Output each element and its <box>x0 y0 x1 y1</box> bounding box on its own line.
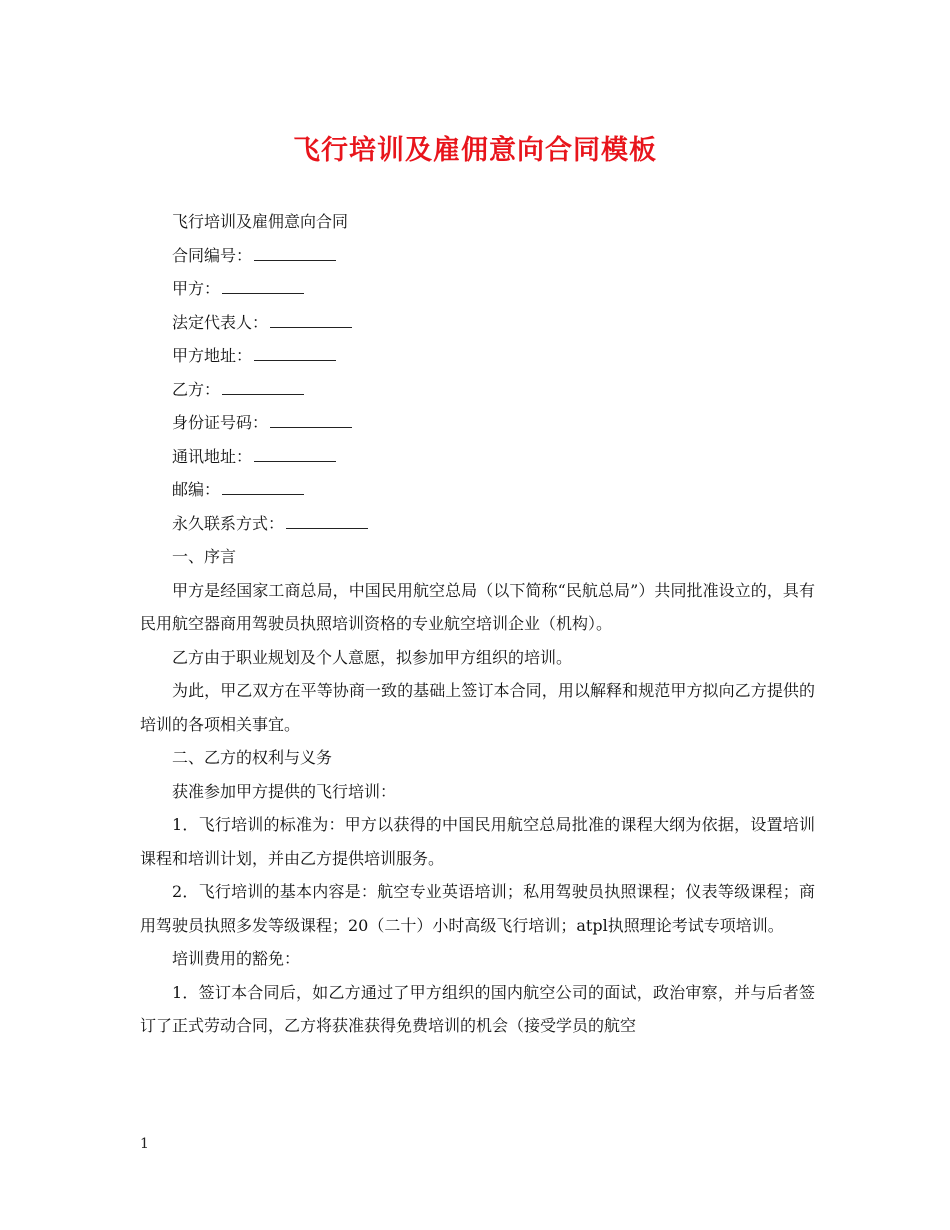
section-heading-rights: 二、乙方的权利与义务 <box>172 748 333 767</box>
field-postcode: 邮编： <box>140 473 815 507</box>
field-legal-representative: 法定代表人： <box>140 306 815 340</box>
paragraph-fee-exemption: 培训费用的豁免： <box>172 949 301 968</box>
field-party-b: 乙方： <box>140 373 815 407</box>
paragraph-training-content: 2．飞行培训的基本内容是：航空专业英语培训；私用驾驶员执照课程；仪表等级课程；商用驾驶员执照多发等级课程；20（二十）小时高级飞行培训；atpl执照理论考试专项培训。 <box>140 882 815 935</box>
field-mailing-address: 通讯地址： <box>140 440 815 474</box>
section-heading-preface: 一、序言 <box>172 547 237 566</box>
field-party-a-address: 甲方地址： <box>140 339 815 373</box>
blank-line <box>270 313 352 328</box>
blank-line <box>222 279 304 294</box>
paragraph-training-standard: 1．飞行培训的标准为：甲方以获得的中国民用航空总局批准的课程大纲为依据，设置培训课程和培训计划，并由乙方提供培训服务。 <box>140 815 815 868</box>
page-number: 1 <box>140 1136 149 1152</box>
field-party-a: 甲方： <box>140 272 815 306</box>
paragraph-party-a-intro: 甲方是经国家工商总局，中国民用航空总局（以下简称“民航总局”）共同批准设立的，具有民用航空器商用驾驶员执照培训资格的专业航空培训企业（机构）。 <box>140 580 815 633</box>
blank-line <box>222 380 304 395</box>
blank-line <box>254 246 336 261</box>
blank-line <box>254 346 336 361</box>
field-permanent-contact: 永久联系方式： <box>140 507 815 541</box>
document-title: 飞行培训及雇佣意向合同模板 <box>293 135 657 166</box>
paragraph-exemption-condition: 1．签订本合同后，如乙方通过了甲方组织的国内航空公司的面试，政治审察，并与后者签订了正式劳动合同，乙方将获准获得免费培训的机会（接受学员的航空 <box>140 982 815 1035</box>
paragraph-training-approval: 获准参加甲方提供的飞行培训： <box>172 781 397 801</box>
paragraph-party-b-intent: 乙方由于职业规划及个人意愿，拟参加甲方组织的培训。 <box>172 647 573 667</box>
contract-name: 飞行培训及雇佣意向合同 <box>172 212 349 231</box>
field-contract-number: 合同编号： <box>140 239 815 273</box>
blank-line <box>254 447 336 462</box>
document-body <box>140 205 815 1043</box>
blank-line <box>270 413 352 428</box>
blank-line <box>286 514 368 529</box>
blank-line <box>222 480 304 495</box>
paragraph-purpose: 为此，甲乙双方在平等协商一致的基础上签订本合同，用以解释和规范甲方拟向乙方提供的培训的各项相关事宜。 <box>140 681 815 734</box>
field-id-number: 身份证号码： <box>140 406 815 440</box>
